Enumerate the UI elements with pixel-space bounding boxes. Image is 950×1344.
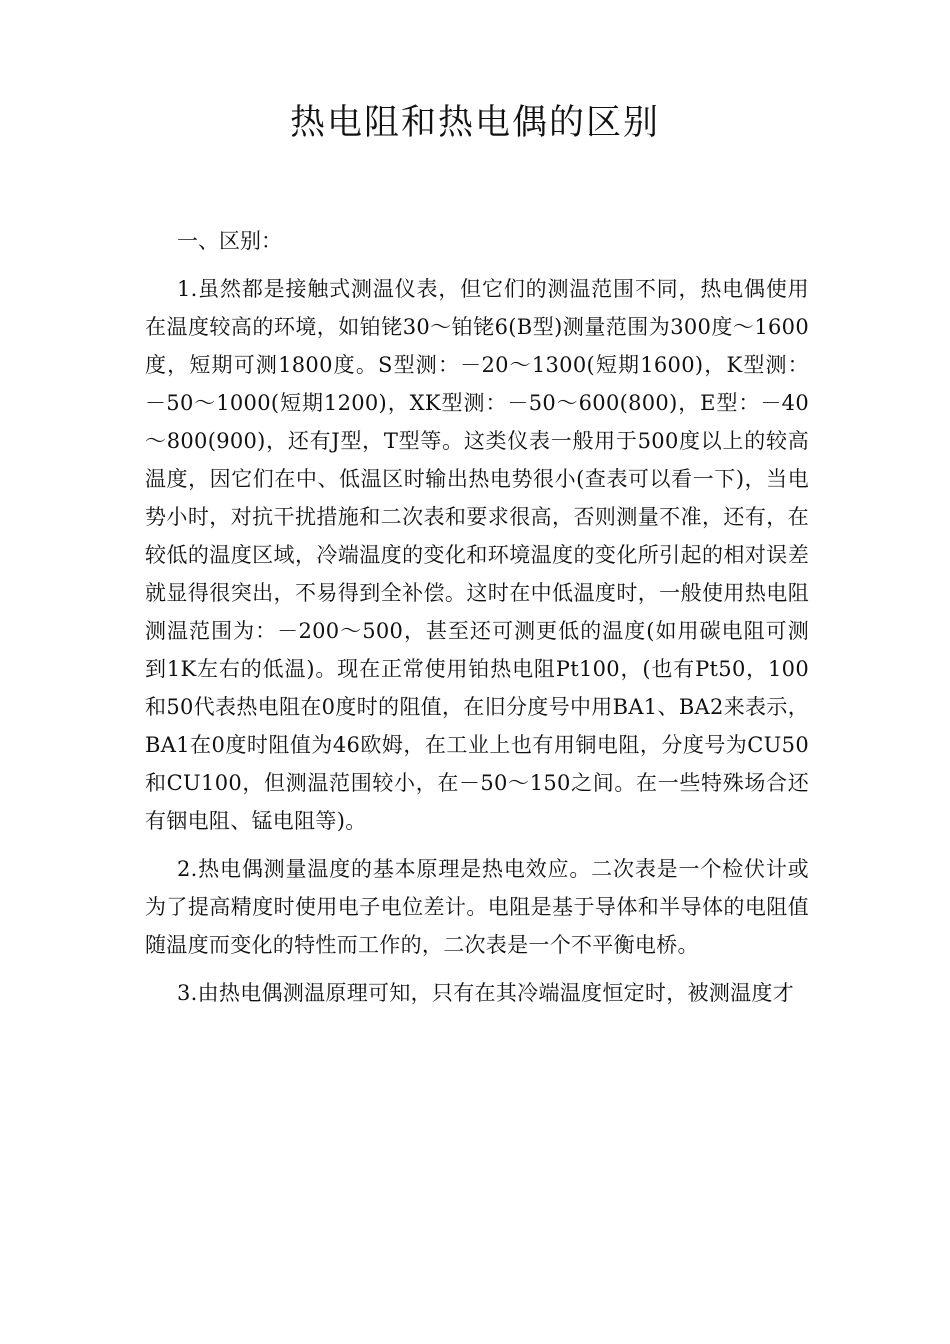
document-title: 热电阻和热电偶的区别	[289, 103, 660, 143]
paragraph-3: 3.由热电偶测温原理可知，只有在其冷端温度恒定时，被测温度才	[177, 981, 795, 1005]
document-body	[145, 222, 809, 1012]
section-heading: 一、区别：	[177, 229, 282, 253]
paragraph-2: 2.热电偶测量温度的基本原理是热电效应。二次表是一个检伏计或为了提高精度时使用电子电位差计。电阻是基于导体和半导体的电阻值随温度而变化的特性而工作的，二次表是一个不平衡电桥。	[145, 857, 809, 957]
paragraph-1: 1.虽然都是接触式测温仪表，但它们的测温范围不同，热电偶使用在温度较高的环境，如铂铑30～铂铑6(B型)测量范围为300度～1600度，短期可测1800度。S型测：－20～1300(短期1600)，K型测：－50～1000(短期1200)，XK型测：－50～600(800)，E型：－40～800(900)，还有J型，T型等。这类仪表一般用于500度以上的较高温度，因它们在中、低温区时输出热电势很小(查表可以看一下)，当电势小时，对抗干扰措施和二次表和要求很高，否则测量不准，还有，在较低的温度区域，冷端温度的变化和环境温度的变化所引起的相对误差就显得很突出，不易得到全补偿。这时在中低温度时，一般使用热电阻测温范围为：－200～500，甚至还可测更低的温度(如用碳电阻可测到1K左右的低温)。现在正常使用铂热电阻Pt100，(也有Pt50，100和50代表热电阻在0度时的阻值，在旧分度号中用BA1、BA2来表示，BA1在0度时阻值为46欧姆，在工业上也有用铜电阻，分度号为CU50和CU100，但测温范围较小，在－50～150之间。在一些特殊场合还有铟电阻、锰电阻等)。	[145, 277, 809, 833]
